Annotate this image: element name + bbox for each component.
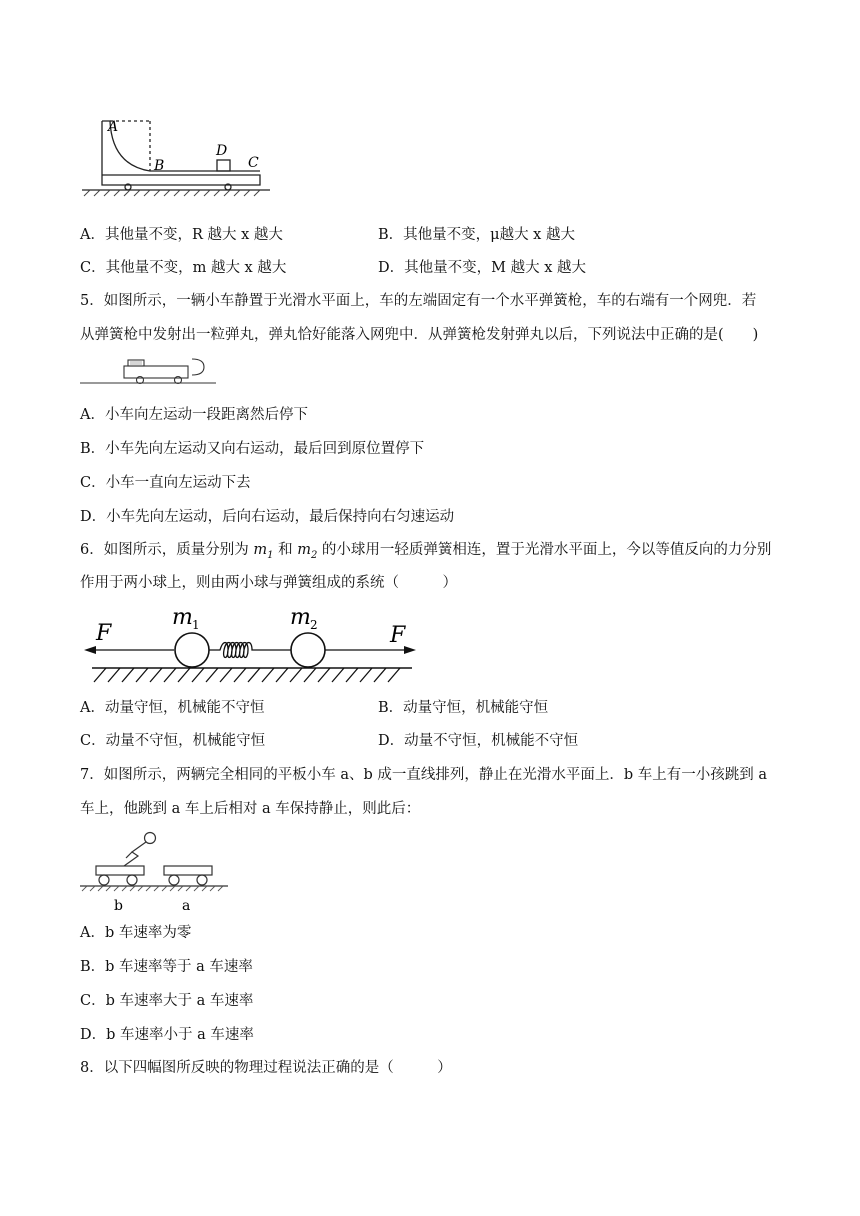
q4-option-d: D．其他量不变，M 越大 x 越大	[378, 260, 586, 276]
q5-option-b: B．小车先向左运动又向右运动，最后回到原位置停下	[80, 441, 425, 457]
q7-option-a: A．b 车速率为零	[80, 925, 192, 941]
q7-fig-label-b: b	[114, 898, 123, 914]
q6-fig-mass-left: m	[172, 605, 193, 630]
q6-option-b: B．动量守恒，机械能守恒	[378, 700, 549, 716]
q5-option-c: C．小车一直向左运动下去	[80, 475, 251, 491]
q7-stem-line2: 车上，他跳到 a 车上后相对 a 车保持静止，则此后：	[80, 801, 421, 817]
fig4-label-b: B	[154, 158, 165, 174]
q5-option-a: A．小车向左运动一段距离然后停下	[80, 407, 308, 423]
q6-option-d: D．动量不守恒，机械能不守恒	[378, 733, 579, 749]
q6-stem-text-1: 6．如图所示，质量分别为	[80, 542, 254, 558]
q7-option-d: D．b 车速率小于 a 车速率	[80, 1027, 254, 1043]
fig4-label-a: A	[108, 119, 119, 135]
q6-stem-text-2: 和	[273, 542, 298, 558]
q5-stem-line1: 5．如图所示，一辆小车静置于光滑水平面上，车的左端固定有一个水平弹簧枪，车的右端有一个网兜．若	[80, 293, 757, 309]
q6-m1-subscript: 1	[267, 549, 274, 561]
q6-m1-symbol: m	[253, 542, 268, 558]
q6-option-a: A．动量守恒，机械能不守恒	[80, 700, 265, 716]
q4-option-a: A．其他量不变，R 越大 x 越大	[80, 227, 283, 243]
fig4-label-d: D	[216, 143, 228, 159]
q6-stem-line1	[80, 540, 771, 566]
q6-fig-force-right: F	[390, 623, 406, 648]
figure-q6-spring-masses	[80, 604, 420, 686]
q6-option-c: C．动量不守恒，机械能守恒	[80, 733, 266, 749]
q8-stem: 8．以下四幅图所反映的物理过程说法正确的是（ ）	[80, 1060, 452, 1076]
figure-q7-two-carts	[80, 826, 230, 916]
fig4-label-c: C	[248, 155, 259, 171]
figure-q4-track	[80, 115, 272, 197]
q6-m2-symbol: m	[297, 542, 311, 558]
q6-fig-mass-right-sub: 2	[310, 618, 318, 632]
q6-stem-line2: 作用于两小球上，则由两小球与弹簧组成的系统（ ）	[80, 575, 457, 591]
q4-option-b: B．其他量不变，μ越大 x 越大	[378, 227, 575, 243]
q7-fig-label-a: a	[182, 898, 191, 914]
q6-fig-mass-right: m	[290, 605, 311, 630]
figure-q5-cart	[80, 353, 218, 386]
q7-option-c: C．b 车速率大于 a 车速率	[80, 993, 254, 1009]
q7-option-b: B．b 车速率等于 a 车速率	[80, 959, 253, 975]
q6-fig-mass-left-sub: 1	[192, 618, 200, 632]
q7-stem-line1: 7．如图所示，两辆完全相同的平板小车 a、b 成一直线排列，静止在光滑水平面上．b 车上有一小孩跳到 a	[80, 767, 768, 783]
q5-option-d: D．小车先向左运动，后向右运动，最后保持向右匀速运动	[80, 509, 455, 525]
q6-stem-text-3: 的小球用一轻质弹簧相连，置于光滑水平面上，今以等值反向的力分别	[317, 542, 772, 558]
q5-stem-line2: 从弹簧枪中发射出一粒弹丸，弹丸恰好能落入网兜中．从弹簧枪发射弹丸以后，下列说法中正确的是( )	[80, 327, 759, 343]
q6-m2-subscript: 2	[310, 549, 318, 561]
q4-option-c: C．其他量不变，m 越大 x 越大	[80, 260, 287, 276]
q6-fig-force-left: F	[96, 621, 112, 646]
